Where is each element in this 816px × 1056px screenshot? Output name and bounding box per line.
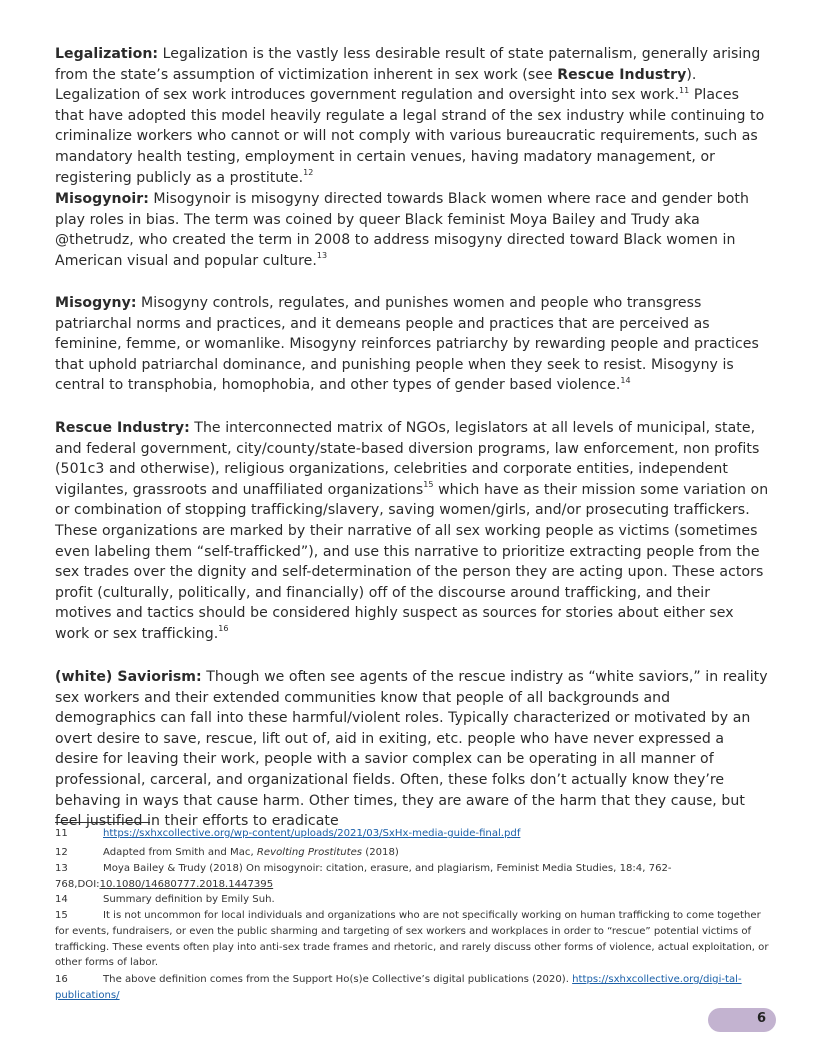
footnote-12 bbox=[55, 845, 771, 861]
misogyny-part1: Misogyny controls, regulates, and punishes women and people who transgress patriarchal norms and practices, and it demeans people and practices that are perceived as feminine, femme, or womanlike. Misogyny reinforces patriarchy by rewarding people and practices that uphold patriarchal dominance, and punishing people when they seek to resist. Misogyny is central to transphobia, homophobia, and other types of gender based violence. bbox=[55, 295, 759, 394]
entry-legalization bbox=[0, 44, 816, 188]
footnote-number: 12 bbox=[55, 847, 68, 858]
footnote-15-text: It is not uncommon for local individuals and organizations who are not specifically working on human trafficking to come together for events, fundraisers, or even the public sharming and targeting of sex workers and workplaces in order to “rescue” potential victims of trafficking. These events often play into anti-sex trade frames and rhetoric, and rarely discuss other forms of violence, actual exploitation, or other forms of labor. bbox=[55, 910, 769, 969]
entry-saviorism bbox=[0, 667, 816, 832]
saviorism-part1: Though we often see agents of the rescue indistry as “white saviors,” in reality sex workers and their extended communities know that people of all backgrounds and demographics can fall into these harmful/violent roles. Typically characterized or motivated by an overt desire to save, rescue, lift out of, aid in exiting, etc. people who have never expressed a desire for leaving their work, people with a savior complex can be operating in all manner of professional, carceral, and organizational fields. Often, these folks don’t actually know they’re behaving in ways that cause harm. Other times, they are aware of the harm that they cause, but feel justified in their efforts to eradicate bbox=[55, 669, 768, 830]
term-rescue-industry: Rescue Industry: bbox=[55, 420, 190, 436]
footnote-14-text: Summary definition by Emily Suh. bbox=[103, 894, 275, 905]
footnote-number: 14 bbox=[55, 894, 68, 905]
footnote-12-text: Adapted from Smith and Mac, bbox=[103, 847, 257, 858]
legalization-part2: ). Legalization of sex work introduces government regulation and oversight into sex work. bbox=[55, 66, 697, 104]
footnote-ref-13[interactable]: 13 bbox=[316, 251, 328, 261]
entry-misogynoir-text bbox=[0, 189, 816, 271]
page-number-badge bbox=[708, 1008, 776, 1032]
footnote-ref-16[interactable]: 16 bbox=[218, 624, 229, 634]
term-saviorism: (white) Saviorism: bbox=[55, 669, 202, 685]
rescue-industry-part2: which have as their mission some variation on or combination of stopping trafficking/slavery, saving women/girls, and/or prosecuting traffickers. These organizations are marked by their narrative of all sex working people as victims (sometimes even labeling them “self-trafficked”), and use this narrative to prioritize extracting people from the sex trades over the dignity and self-determination of the person they are acting upon. These actors profit (culturally, politically, and financially) off of the discourse around trafficking, and their motives and tactics should be considered highly suspect as sources for stories about either sex work or sex trafficking. bbox=[55, 481, 769, 642]
footnote-16 bbox=[55, 972, 771, 1004]
footnote-14 bbox=[55, 892, 771, 908]
footnote-16-text: The above definition comes from the Support Ho(s)e Collective’s digital publications (2020). bbox=[103, 974, 573, 985]
entry-rescue-industry-text bbox=[0, 418, 816, 645]
footnote-number: 11 bbox=[55, 828, 68, 839]
rescue-industry-ref: Rescue Industry bbox=[557, 66, 687, 83]
legalization-part3: Places that have adopted this model heavily regulate a legal strand of the sex industry while continuing to criminalize workers who cannot or will not comply with various bureaucratic requirements, such as mandatory health testing, employment in certain venues, having madatory management, or registering publicly as a prostitute. bbox=[55, 87, 765, 186]
entry-misogyny bbox=[0, 293, 816, 396]
footnote-13 bbox=[55, 861, 771, 893]
entry-misogynoir bbox=[0, 189, 816, 271]
term-misogyny: Misogyny: bbox=[55, 295, 137, 311]
rescue-industry-part1: The interconnected matrix of NGOs, legislators at all levels of municipal, state, and federal government, city/county/state-based diversion programs, law enforcement, non profits (501c3 and otherwise), religious organizations, celebrities and corporate entities, independent vigilantes, grassroots and unaffiliated organizations bbox=[55, 420, 760, 498]
footnote-13-text: Moya Bailey & Trudy (2018) On misogynoir: citation, erasure, and plagiarism, Feminist Media Studies, 18:4, 762-768,DOI: bbox=[55, 863, 672, 890]
entry-misogyny-text bbox=[0, 293, 816, 396]
footnote-ref-14[interactable]: 14 bbox=[620, 375, 631, 385]
entry-rescue-industry bbox=[0, 418, 816, 645]
legalization-part1: Legalization is the vastly less desirable result of state paternalism, generally arising from the state’s assumption of victimization inherent in sex work (see bbox=[55, 46, 761, 83]
footnote-ref-15[interactable]: 15 bbox=[423, 480, 434, 490]
entry-legalization-text bbox=[0, 44, 816, 188]
footnote-12-title: Revolting Prostitutes bbox=[256, 847, 363, 858]
footnote-13-doi[interactable]: 10.1080/14680777.2018.1447395 bbox=[99, 878, 274, 890]
term-legalization: Legalization: bbox=[55, 46, 159, 62]
term-misogynoir: Misogynoir: bbox=[55, 191, 149, 207]
footnote-number: 13 bbox=[55, 863, 68, 874]
footnote-ref-12[interactable]: 12 bbox=[303, 167, 314, 177]
footnote-number: 15 bbox=[55, 910, 68, 921]
misogynoir-part1: Misogynoir is misogyny directed towards Black women where race and gender both play roles in bias. The term was coined by queer Black feminist Moya Bailey and Trudy aka @thetrudz, who created the term in 2008 to address misogyny directed toward Black women in American visual and popular culture. bbox=[55, 191, 749, 269]
page-number: 6 bbox=[756, 1011, 766, 1026]
footnote-ref-11[interactable]: 11 bbox=[679, 85, 690, 95]
footnote-15 bbox=[55, 908, 771, 971]
footnote-16-link[interactable]: https://sxhxcollective.org/digi-tal-publications/ bbox=[55, 974, 742, 1001]
footnote-number: 16 bbox=[55, 974, 68, 985]
entry-saviorism-text bbox=[0, 667, 816, 832]
footnote-11-link[interactable]: https://sxhxcollective.org/wp-content/uploads/2021/03/SxHx-media-guide-final.pdf bbox=[103, 828, 521, 839]
footnote-12-year: (2018) bbox=[362, 847, 399, 858]
